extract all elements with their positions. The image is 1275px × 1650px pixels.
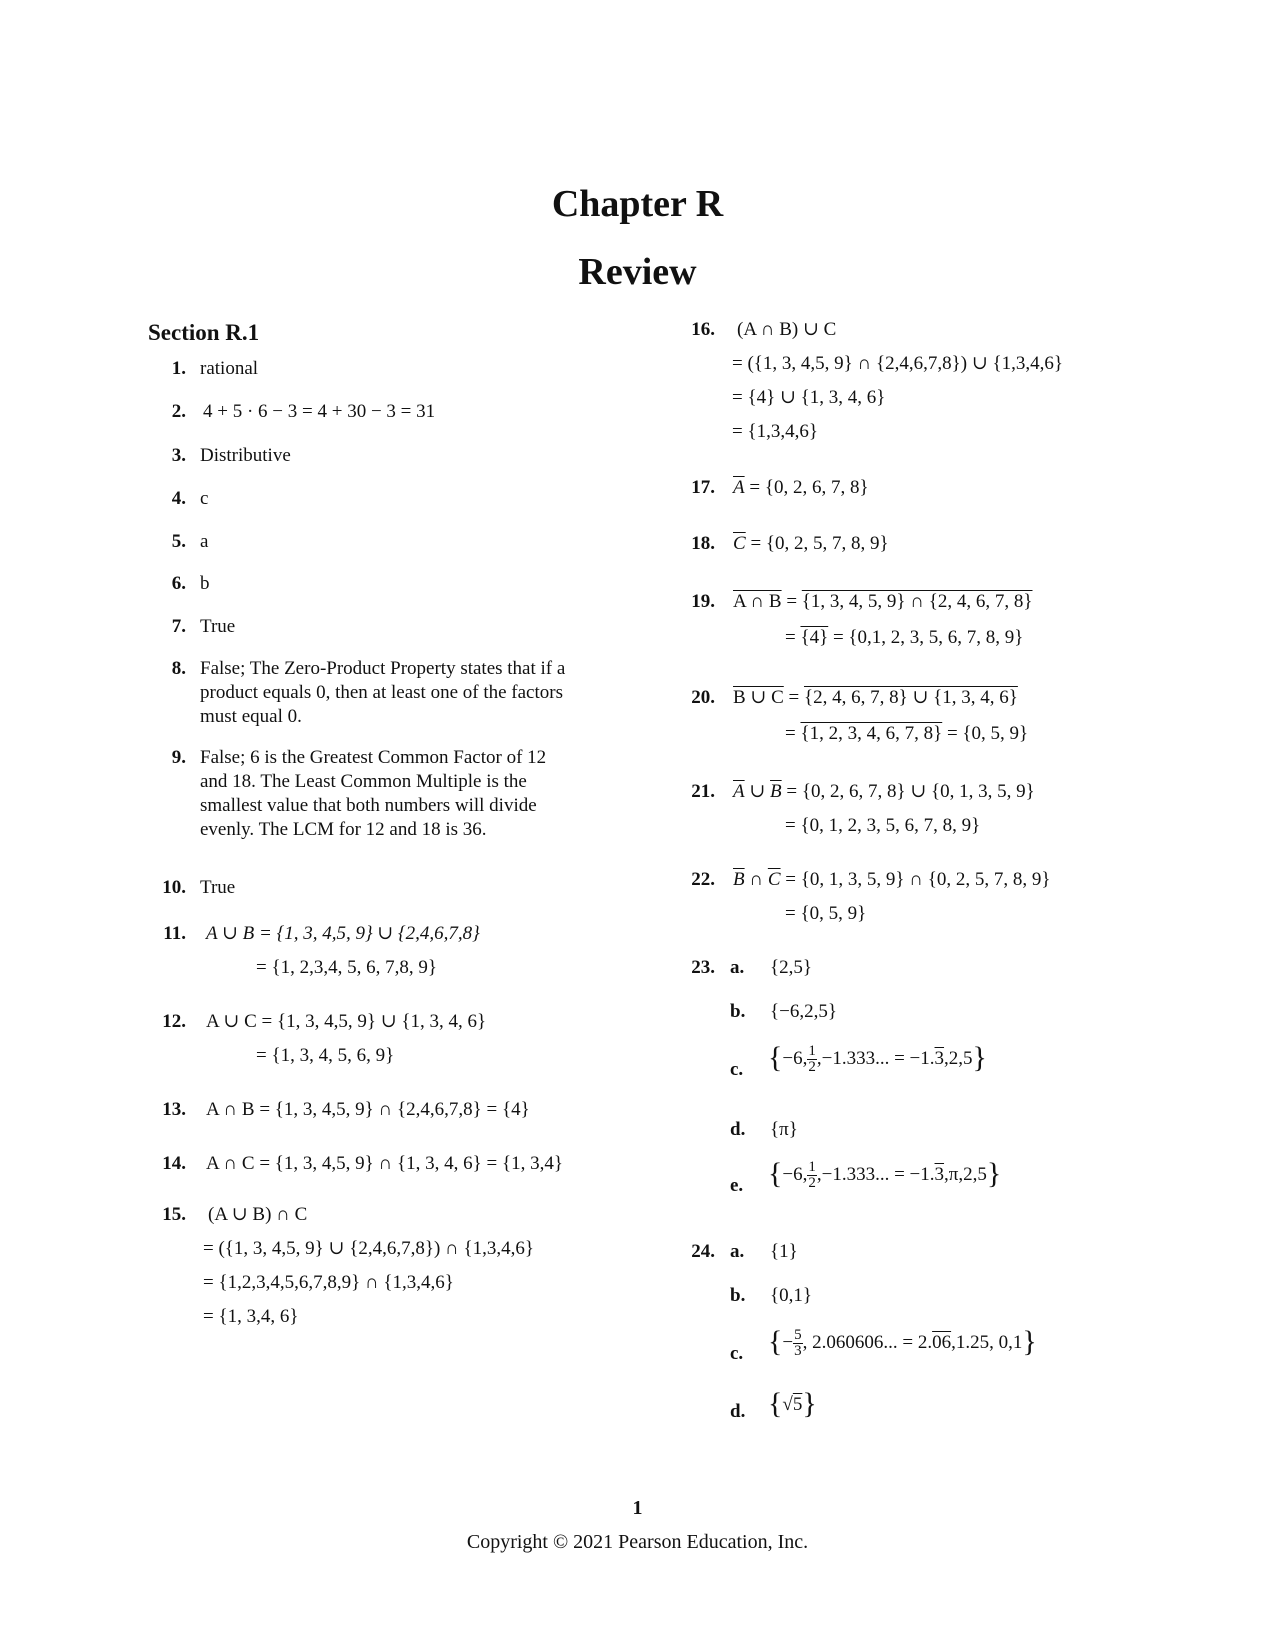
chapter-subtitle: Review xyxy=(578,251,697,293)
section-title: Section R.1 xyxy=(148,320,260,345)
copyright-notice: Copyright © 2021 Pearson Education, Inc. xyxy=(466,1531,809,1553)
page-number: 1 xyxy=(632,1497,643,1519)
chapter-title: Chapter R xyxy=(551,183,724,225)
